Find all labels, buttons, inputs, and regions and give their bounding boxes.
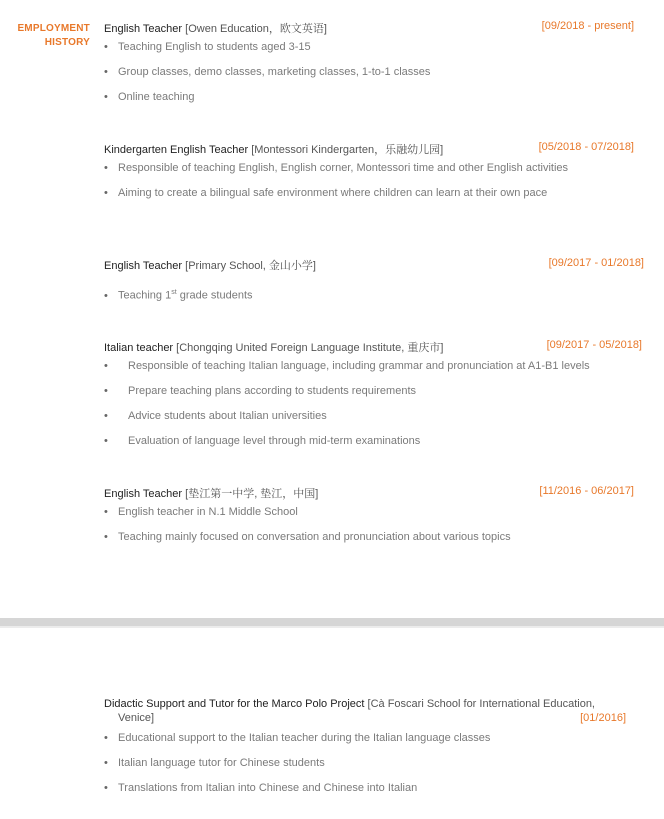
section-label-line2: HISTORY (44, 37, 90, 48)
page-break-shadow (0, 626, 664, 628)
job-date: [05/2018 - 07/2018] (538, 141, 634, 153)
section-label-line1: EMPLOYMENT (17, 23, 90, 34)
bullet-icon: • (104, 289, 108, 302)
job-organization: [Primary School, 金山小学] (185, 260, 316, 272)
job-title-line (104, 141, 443, 157)
job-title: English Teacher (104, 488, 183, 500)
job-title-line (104, 257, 316, 273)
section-label (10, 22, 90, 50)
job-date: [01/2016] (580, 712, 626, 724)
job-title-line (104, 339, 443, 355)
job-organization: [Montessori Kindergarten，乐融幼儿园] (251, 144, 444, 156)
bullet-icon: • (104, 66, 108, 78)
job-organization: [Chongqing United Foreign Language Institute, 重庆市] (176, 342, 444, 354)
bullet-icon: • (104, 757, 108, 769)
job-title: English Teacher (104, 23, 183, 35)
job-title: Kindergarten English Teacher (104, 144, 249, 156)
job-organization-continued: Venice] (118, 712, 155, 724)
bullet-icon: • (104, 435, 108, 447)
job-title-line (104, 698, 595, 710)
job-date: [09/2017 - 01/2018] (548, 257, 644, 269)
bullet-icon: • (104, 162, 108, 174)
bullet-icon: • (104, 91, 108, 103)
bullet-icon: • (104, 506, 108, 518)
job-title-line (104, 485, 318, 501)
list-item: • Translations from Italian into Chinese and Chinese into Italian (104, 782, 418, 794)
bullet-icon: • (104, 410, 108, 422)
job-date: [11/2016 - 06/2017] (539, 485, 634, 497)
bullet-icon: • (104, 360, 108, 372)
job-organization: [垫江第一中学, 垫江，中国] (185, 488, 319, 500)
list-item: • Advice students about Italian universities (104, 410, 327, 422)
list-item: • Teaching 1st grade students (104, 289, 253, 302)
list-item: • Prepare teaching plans according to students requirements (104, 385, 417, 397)
list-item: • Aiming to create a bilingual safe environment where children can learn at their own pace (104, 187, 548, 199)
list-item: • Responsible of teaching Italian language, including grammar and pronunciation at A1-B1 levels (104, 360, 590, 372)
bullet-icon: • (104, 187, 108, 199)
list-item: • Online teaching (104, 91, 195, 103)
bullet-icon: • (104, 732, 108, 744)
list-item: • Evaluation of language level through mid-term examinations (104, 435, 421, 447)
bullet-icon: • (104, 385, 108, 397)
list-item: • Responsible of teaching English, English corner, Montessori time and other English activities (104, 162, 569, 174)
bullet-icon: • (104, 41, 108, 53)
job-title: Didactic Support and Tutor for the Marco Polo Project (104, 698, 365, 710)
job-date: [09/2018 - present] (541, 20, 634, 32)
list-item: • Group classes, demo classes, marketing classes, 1-to-1 classes (104, 66, 431, 78)
list-item: • English teacher in N.1 Middle School (104, 506, 298, 518)
bullet-icon: • (104, 782, 108, 794)
job-date: [09/2017 - 05/2018] (546, 339, 642, 351)
job-title-line-2 (118, 712, 154, 724)
job-organization: [Cà Foscari School for International Education, (367, 698, 595, 710)
job-title-line (104, 20, 327, 36)
list-item: • Educational support to the Italian teacher during the Italian language classes (104, 732, 491, 744)
list-item: • Italian language tutor for Chinese students (104, 757, 325, 769)
page-break (0, 618, 664, 626)
list-item: • Teaching mainly focused on conversation and pronunciation about various topics (104, 531, 511, 543)
job-title: Italian teacher (104, 342, 174, 354)
bullet-icon: • (104, 531, 108, 543)
job-organization: [Owen Education，欧文英语] (185, 23, 327, 35)
job-title: English Teacher (104, 260, 183, 272)
list-item: • Teaching English to students aged 3-15 (104, 41, 311, 53)
